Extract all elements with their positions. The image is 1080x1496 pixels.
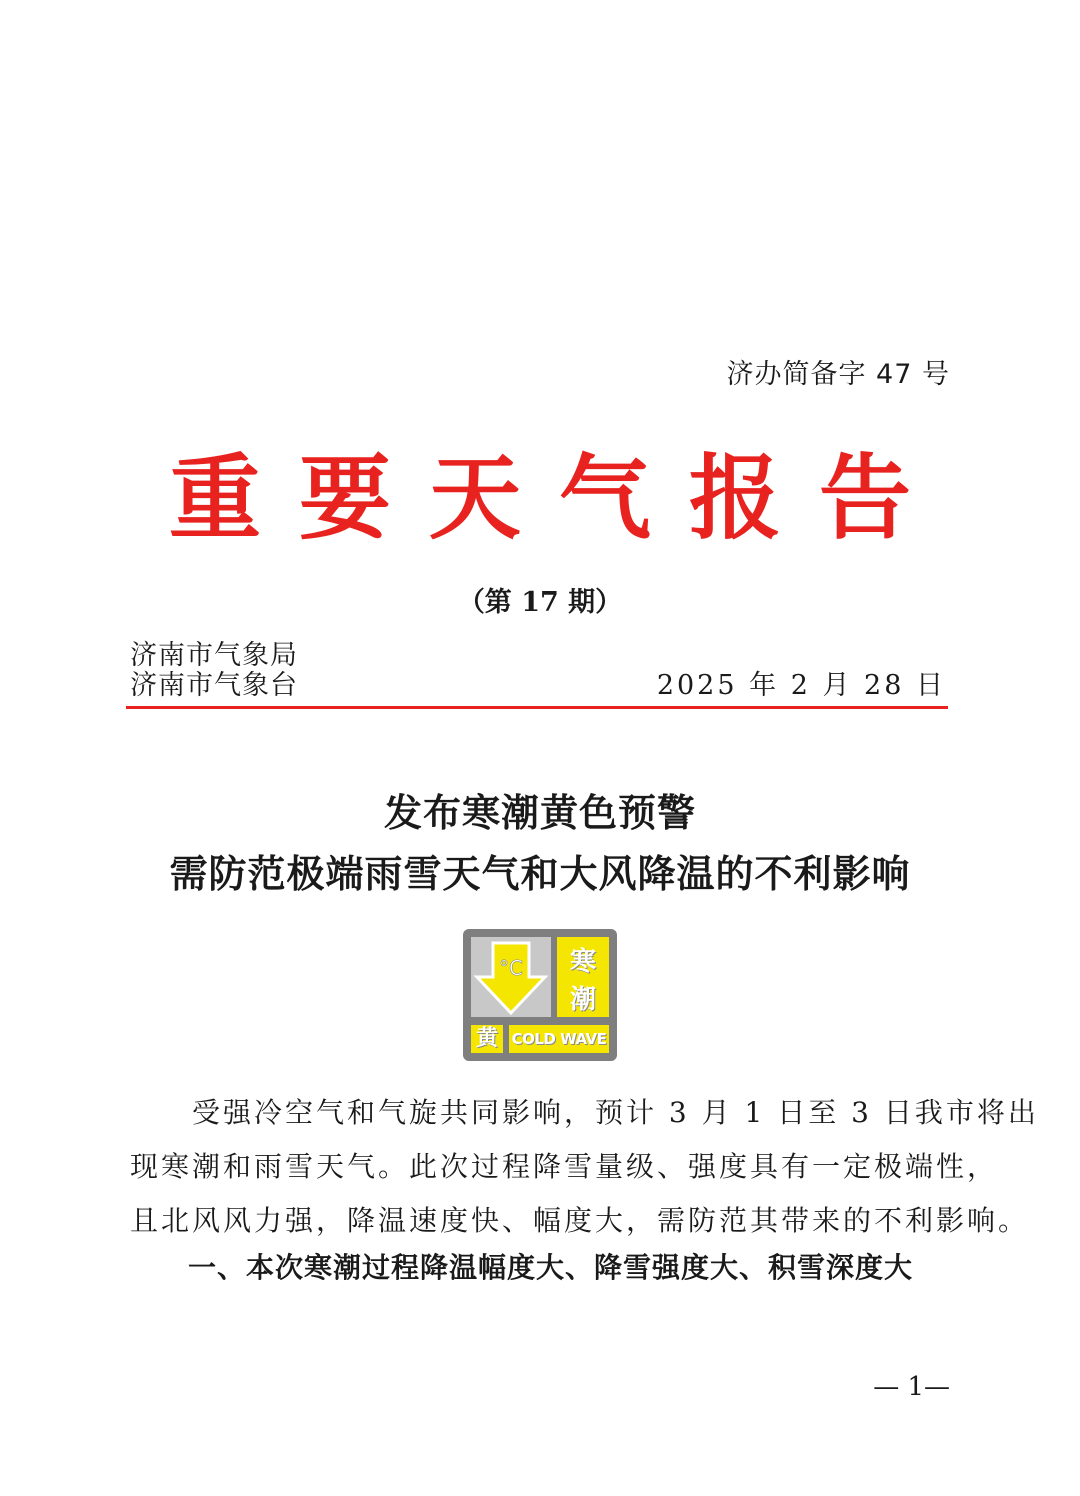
issue-date: 2025 年 2 月 28 日 — [656, 670, 946, 701]
report-masthead: 重要天气报告 — [168, 445, 949, 552]
celsius-label: °C — [499, 956, 523, 980]
red-divider — [126, 706, 948, 709]
document-number: 济办简备字 47 号 — [726, 359, 950, 390]
headline-line-2: 需防范极端雨雪天气和大风降温的不利影响 — [169, 851, 911, 896]
warning-type-panel — [557, 937, 609, 1017]
paragraph-line: 现寒潮和雨雪天气。此次过程降雪量级、强度具有一定极端性， — [130, 1150, 999, 1183]
cold-wave-yellow-warning-icon — [463, 929, 617, 1061]
down-arrow-icon — [471, 937, 551, 1017]
paragraph-line: 且北风风力强，降温速度快、幅度大，需防范其带来的不利影响。 — [130, 1204, 1030, 1237]
paragraph-line: 受强冷空气和气旋共同影响，预计 3 月 1 日至 3 日我市将出 — [130, 1096, 1039, 1129]
issuer-observatory: 济南市气象台 — [130, 670, 298, 701]
thermometer-arrow-panel — [471, 937, 551, 1017]
warning-level-panel — [471, 1025, 503, 1053]
body-paragraph-1 — [130, 1086, 1039, 1248]
warning-type-char-1: 寒 — [569, 947, 596, 977]
warning-type-char-2: 潮 — [569, 985, 596, 1015]
issuer-bureau: 济南市气象局 — [130, 640, 298, 671]
warning-level-char: 黄 — [475, 1026, 498, 1051]
warning-english-panel — [509, 1025, 609, 1053]
page-number: — 1— — [873, 1372, 950, 1402]
section-heading-1: 一、本次寒潮过程降温幅度大、降雪强度大、积雪深度大 — [188, 1251, 914, 1284]
headline-line-1: 发布寒潮黄色预警 — [383, 790, 696, 835]
issue-number: （第 17 期） — [457, 587, 623, 618]
warning-english-label: COLD WAVE — [511, 1030, 607, 1048]
